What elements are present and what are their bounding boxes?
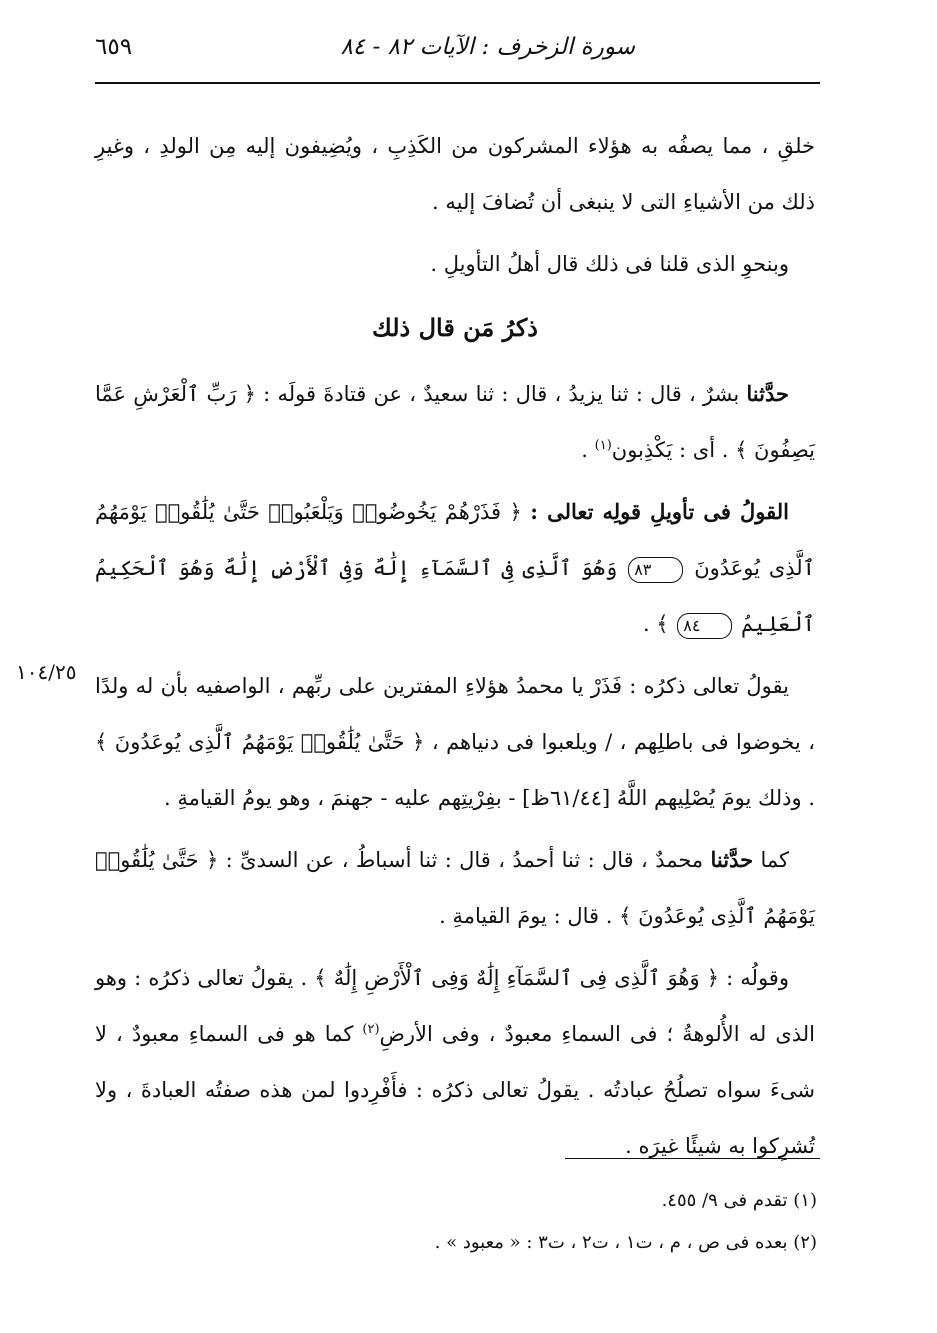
verse-close: ﴾ .: [642, 612, 676, 636]
paragraph-4: [95, 484, 815, 652]
qawl-heading: القولُ فى تأويلِ قولِه تعالى :: [530, 499, 790, 524]
paragraph-6-text: محمدٌ ، قال : ثنا أحمدُ ، قال : ثنا أسباطُ ، عن السدىِّ : ﴿ حَتَّىٰ يُلَٰقُوا۟ يَوْمَهُمُ ٱلَّذِى يُوعَدُونَ ﴾ . قال : يومَ القيامةِ .: [95, 848, 815, 928]
running-header: [95, 30, 820, 76]
header-title: سورة الزخرف : الآيات ٨٢ - ٨٤: [340, 34, 635, 60]
paragraph-3: [95, 366, 815, 478]
footnote-1: (١) تقدم فى ٩/ ٤٥٥.: [661, 1190, 817, 1211]
footnote-ref-1: (١): [594, 438, 612, 453]
footnote-rule: [565, 1158, 820, 1159]
hadith-lead-2: حدَّثنا: [710, 847, 754, 872]
paragraph-7-a: وقولُه : ﴿ وَهُوَ ٱلَّذِى فِى ٱلسَّمَآءِ إِلَٰهٌ وَفِى ٱلْأَرْضِ إِلَٰهٌ ﴾ . يقولُ تعالى ذكرُه : وهو الذى له الأُلوهةُ ؛ فى السماءِ معبودٌ ، وفى الأرضِ: [95, 966, 816, 1046]
hadith-lead: حدَّثنا: [746, 381, 789, 406]
margin-reference: ١٠٤/٢٥: [16, 660, 77, 684]
paragraph-6-pre: كما: [753, 848, 789, 872]
main-text: [95, 118, 815, 1180]
page-number: ٦٥٩: [95, 34, 133, 60]
verse-number-84: ٨٤: [677, 613, 732, 639]
footnote-ref-2: (٢): [362, 1022, 380, 1037]
footnotes: [300, 1180, 817, 1264]
verse-text-b: وَهُوَ ٱلَّذِى فِى ٱلسَّمَآءِ إِلَٰهٌ وَفِى ٱلْأَرْضِ إِلَٰهٌ وَهُوَ ٱلْحَكِيمُ ٱلْعَلِيمُ: [95, 556, 815, 636]
paragraph-6: [95, 832, 815, 944]
header-rule: [95, 82, 820, 84]
section-heading: ذكرُ مَن قال ذلك: [372, 313, 538, 342]
paragraph-5: يقولُ تعالى ذكرُه : فَذَرْ يا محمدُ هؤلاءِ المفترين على ربِّهم ، الواصفيه بأن له ولدًا ، يخوضوا فى باطلِهم ، / ويلعبوا فى دنياهم ، ﴿ حَتَّىٰ يُلَٰقُوا۟ يَوْمَهُمُ ٱلَّذِى يُوعَدُونَ ﴾ . وذلك يومَ يُصْلِيهم اللَّهُ [٦١/٤٤ظ] - بفِرْيتِهم عليه - جهنمَ ، وهو يومُ القيامةِ .: [95, 674, 815, 810]
paragraph-3-end: .: [581, 438, 595, 462]
paragraph-7-b: كما هو فى السماءِ معبودٌ ، لا شىءَ سواه تصلُحُ عبادتُه . يقولُ تعالى ذكرُه : فأَفْرِدوا لمن هذه صفتُه العبادةَ ، ولا تُشرِكوا به شيئًا غيرَه .: [95, 1022, 815, 1158]
paragraph-7: [95, 950, 815, 1174]
verse-number-83: ٨٣: [628, 557, 683, 583]
paragraph-2: وبنحوِ الذى قلنا فى ذلك قال أهلُ التأويلِ .: [430, 252, 789, 276]
footnote-2: (٢) بعده فى ص ، م ، ت١ ، ت٢ ، ت٣ : « معبود » .: [434, 1232, 817, 1253]
paragraph-3-text: بشرٌ ، قال : ثنا يزيدُ ، قال : ثنا سعيدٌ ، عن قتادةَ قولَه : ﴿ رَبِّ ٱلْعَرْشِ عَمَّا يَصِفُونَ ﴾ . أى : يَكْذِبون: [95, 382, 815, 462]
verse-text-a: ﴿ فَذَرْهُمْ يَخُوضُوا۟ وَيَلْعَبُوا۟ حَتَّىٰ يُلَٰقُوا۟ يَوْمَهُمُ ٱلَّذِى يُوعَدُونَ: [95, 500, 815, 580]
paragraph-1: خلقِ ، مما يصفُه به هؤلاء المشركون من الكَذِبِ ، ويُضِيفون إليه مِن الولدِ ، وغيرِ ذلك من الأشياءِ التى لا ينبغى أن تُضافَ إليه .: [95, 134, 815, 214]
